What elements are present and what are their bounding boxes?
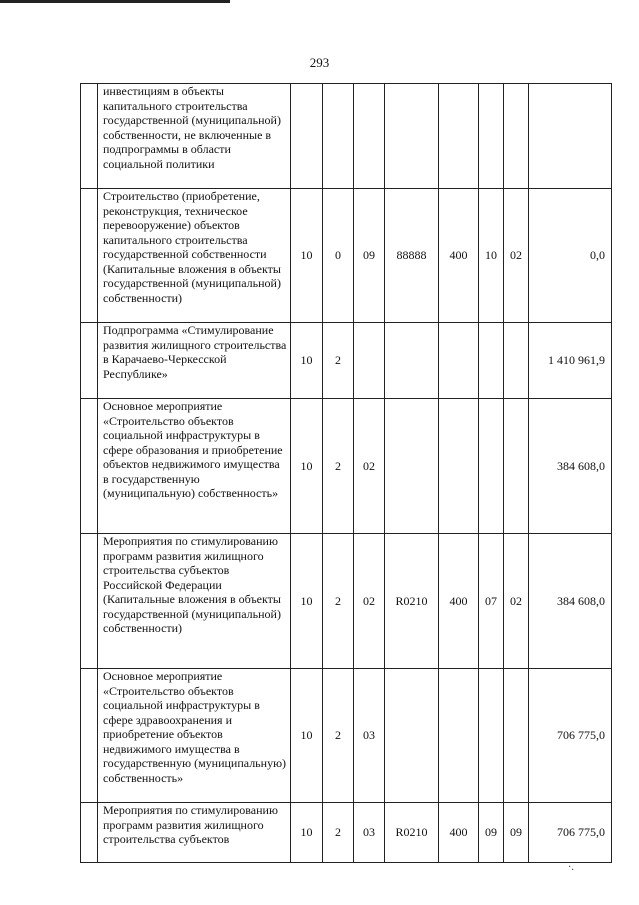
code-cell: 2 — [323, 323, 354, 399]
amount-cell: 384 608,0 — [529, 399, 612, 534]
code-cell: 2 — [323, 399, 354, 534]
table-row — [81, 84, 612, 189]
code-cell — [354, 84, 385, 189]
code-cell: 10 — [291, 399, 323, 534]
code-cell: 03 — [354, 803, 385, 863]
code-cell: 10 — [291, 189, 323, 323]
amount-cell: 0,0 — [529, 189, 612, 323]
number-cell — [81, 399, 98, 534]
code-cell — [323, 84, 354, 189]
code-cell — [354, 323, 385, 399]
code-cell: 0 — [323, 189, 354, 323]
code-cell: 02 — [354, 399, 385, 534]
code-cell — [291, 84, 323, 189]
code-cell — [479, 669, 504, 803]
code-cell: 09 — [504, 803, 529, 863]
code-cell — [479, 84, 504, 189]
code-cell — [479, 323, 504, 399]
code-cell — [385, 323, 439, 399]
code-cell: 2 — [323, 669, 354, 803]
code-cell: 02 — [354, 534, 385, 669]
number-cell — [81, 534, 98, 669]
page-number: 293 — [309, 55, 330, 70]
code-cell — [504, 323, 529, 399]
item-name-cell: Строительство (приобретение, реконструкция, техническое перевооружение) объектов капитального строительства государственной собственности (Капитальные вложения в объекты государственной (муниципальной) собственности) — [98, 189, 291, 323]
code-cell: 02 — [504, 534, 529, 669]
item-name-cell: Подпрограмма «Стимулирование развития жилищного строительства в Карачаево-Черкесской Республике» — [98, 323, 291, 399]
code-cell: 88888 — [385, 189, 439, 323]
number-cell — [81, 803, 98, 863]
code-cell: 400 — [439, 803, 479, 863]
code-cell: 2 — [323, 803, 354, 863]
code-cell — [439, 84, 479, 189]
table-row — [81, 399, 612, 534]
number-cell — [81, 84, 98, 189]
code-cell: 10 — [291, 534, 323, 669]
table-row — [81, 534, 612, 669]
budget-table — [80, 83, 612, 863]
code-cell: 09 — [354, 189, 385, 323]
code-cell — [504, 399, 529, 534]
table-row — [81, 669, 612, 803]
item-name-cell: Основное мероприятие «Строительство объектов социальной инфраструктуры в сфере образования и приобретение объектов недвижимого имущества в государственную (муниципальную) собственность» — [98, 399, 291, 534]
code-cell — [504, 84, 529, 189]
table-row — [81, 803, 612, 863]
code-cell: 09 — [479, 803, 504, 863]
code-cell: 07 — [479, 534, 504, 669]
number-cell — [81, 669, 98, 803]
table-row — [81, 189, 612, 323]
code-cell: 2 — [323, 534, 354, 669]
amount-cell: 706 775,0 — [529, 803, 612, 863]
code-cell: 10 — [479, 189, 504, 323]
item-name-cell: Основное мероприятие «Строительство объектов социальной инфраструктуры в сфере здравоохранения и приобретение объектов недвижимого имущества в государственную (муниципальную) собственность» — [98, 669, 291, 803]
table-row — [81, 323, 612, 399]
number-cell — [81, 323, 98, 399]
amount-cell: 1 410 961,9 — [529, 323, 612, 399]
amount-cell: 706 775,0 — [529, 669, 612, 803]
code-cell: R0210 — [385, 803, 439, 863]
code-cell: R0210 — [385, 534, 439, 669]
code-cell — [479, 399, 504, 534]
corner-mark: ·. — [568, 862, 574, 873]
code-cell — [439, 399, 479, 534]
code-cell — [385, 669, 439, 803]
item-name-cell: Мероприятия по стимулированию программ развития жилищного строительства субъектов — [98, 803, 291, 863]
item-name-cell: Мероприятия по стимулированию программ развития жилищного строительства субъектов Российской Федерации (Капитальные вложения в объекты государственной (муниципальной) собственности) — [98, 534, 291, 669]
amount-cell — [529, 84, 612, 189]
top-rule — [0, 0, 230, 3]
code-cell: 400 — [439, 189, 479, 323]
code-cell: 02 — [504, 189, 529, 323]
code-cell: 400 — [439, 534, 479, 669]
code-cell: 03 — [354, 669, 385, 803]
code-cell: 10 — [291, 803, 323, 863]
number-cell — [81, 189, 98, 323]
code-cell: 10 — [291, 323, 323, 399]
code-cell: 10 — [291, 669, 323, 803]
amount-cell: 384 608,0 — [529, 534, 612, 669]
code-cell — [385, 84, 439, 189]
code-cell — [439, 669, 479, 803]
item-name-cell: инвестициям в объекты капитального строительства государственной (муниципальной) собственности, не включенные в подпрограммы в области социальной политики — [98, 84, 291, 189]
code-cell — [504, 669, 529, 803]
code-cell — [385, 399, 439, 534]
code-cell — [439, 323, 479, 399]
